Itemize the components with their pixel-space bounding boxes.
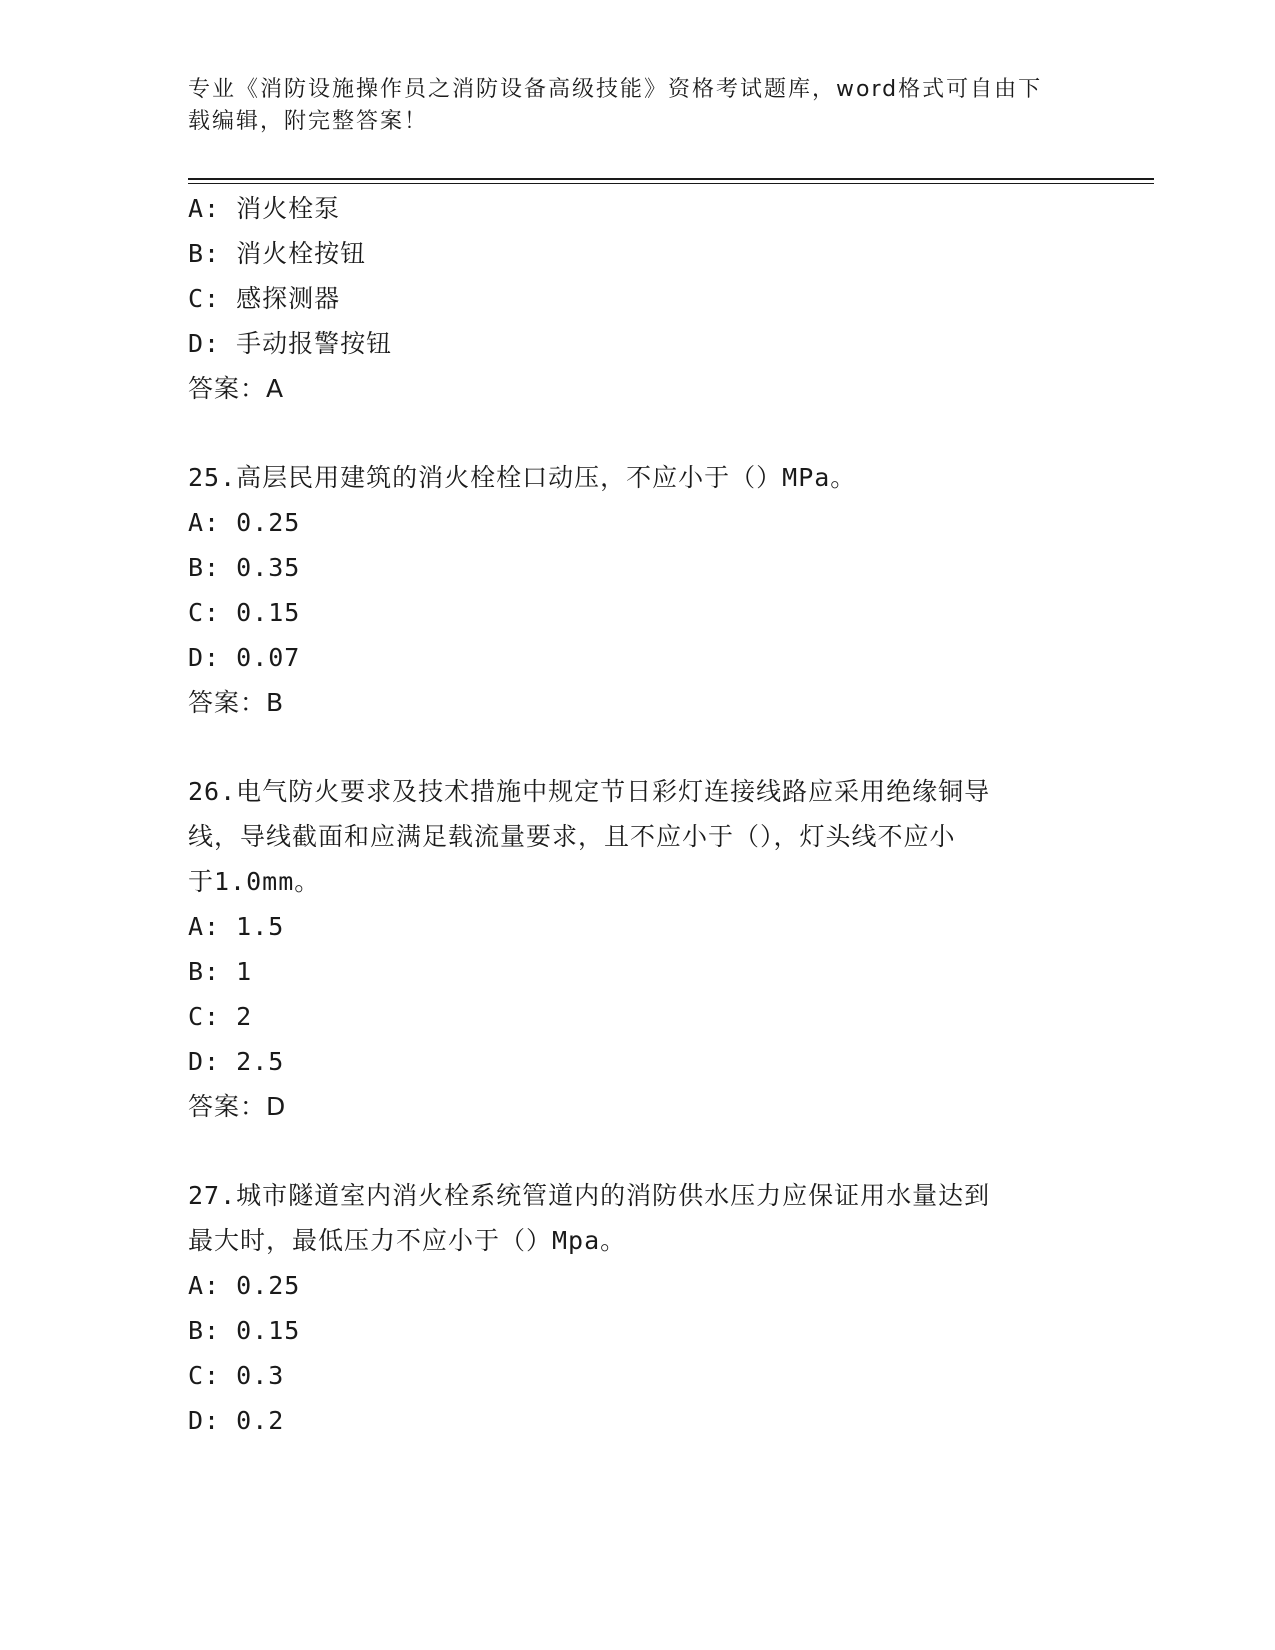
q26-option-a: A: 1.5 (188, 912, 285, 941)
q24-option-c: C: 感探测器 (188, 284, 341, 313)
q25-stem: 25.高层民用建筑的消火栓栓口动压，不应小于（）MPa。 (188, 463, 857, 492)
q27-stem-line-2: 最大时，最低压力不应小于（）Mpa。 (188, 1226, 627, 1255)
q26-option-c: C: 2 (188, 1002, 253, 1031)
q24-option-a: A: 消火栓泵 (188, 194, 341, 223)
q27-option-c: C: 0.3 (188, 1361, 285, 1390)
q25-answer: 答案：B (188, 688, 285, 717)
q26-stem-line-1: 26.电气防火要求及技术措施中规定节日彩灯连接线路应采用绝缘铜导 (188, 777, 991, 806)
q24-option-d: D: 手动报警按钮 (188, 329, 393, 358)
q26-stem-line-3: 于1.0mm。 (188, 867, 321, 896)
q26-answer: 答案：D (188, 1092, 287, 1121)
q24-answer: 答案：A (188, 374, 285, 403)
q26-option-b: B: 1 (188, 957, 253, 986)
header-line-1: 专业《消防设施操作员之消防设备高级技能》资格考试题库，word格式可自由下 (188, 77, 1043, 102)
q26-stem-line-2: 线，导线截面和应满足载流量要求，且不应小于（），灯头线不应小 (188, 822, 956, 851)
q24-option-b: B: 消火栓按钮 (188, 239, 367, 268)
q27-option-b: B: 0.15 (188, 1316, 301, 1345)
q27-option-a: A: 0.25 (188, 1271, 301, 1300)
q25-option-a: A: 0.25 (188, 508, 301, 537)
document-header (188, 74, 1088, 138)
q27-stem-line-1: 27.城市隧道室内消火栓系统管道内的消防供水压力应保证用水量达到 (188, 1181, 991, 1210)
q25-option-b: B: 0.35 (188, 553, 301, 582)
header-divider-thick (188, 178, 1154, 180)
q27-option-d: D: 0.2 (188, 1406, 285, 1435)
header-line-2: 载编辑，附完整答案！ (188, 109, 429, 134)
q26-option-d: D: 2.5 (188, 1047, 285, 1076)
q25-option-c: C: 0.15 (188, 598, 301, 627)
q25-option-d: D: 0.07 (188, 643, 301, 672)
header-divider-thin (188, 183, 1154, 184)
